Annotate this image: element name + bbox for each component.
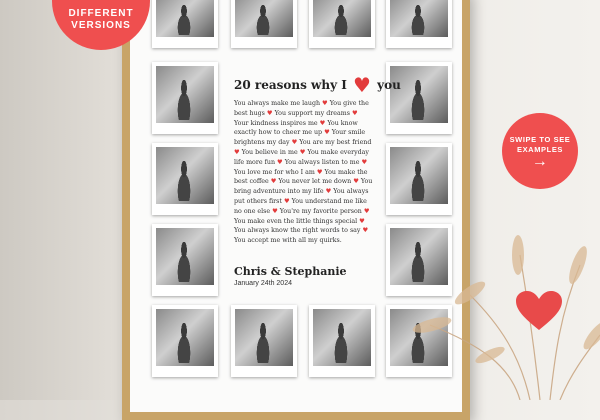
- photo: [156, 0, 214, 37]
- photo: [156, 66, 214, 123]
- reason-text: You're my favorite person: [279, 207, 362, 215]
- reason-text: You bring adventure into my life: [234, 178, 373, 196]
- photo: [235, 0, 293, 37]
- heart-icon: ♥: [270, 207, 280, 215]
- swipe-badge[interactable]: [502, 113, 578, 189]
- heart-icon: ♥: [281, 197, 292, 205]
- reason-text: You always make me laugh: [234, 100, 321, 107]
- reason-text: You never let me down: [278, 178, 352, 186]
- heart-icon: ♥: [361, 207, 370, 215]
- heart-decoration-icon: [514, 290, 564, 332]
- heart-icon: ♥: [359, 158, 368, 166]
- polaroid-photo: [152, 143, 218, 215]
- photo: [313, 0, 371, 37]
- reason-text: You make everyday life more fun: [234, 148, 369, 166]
- heart-icon: ♥: [268, 178, 279, 186]
- heart-icon: ♥: [317, 119, 328, 127]
- wall-background: [0, 0, 130, 400]
- heart-icon: ♥: [297, 148, 308, 156]
- versions-badge-line1: DIFFERENT: [68, 8, 134, 19]
- reason-text: You give the best hugs: [234, 100, 369, 117]
- polaroid-photo: [386, 0, 452, 48]
- heart-icon: ♥: [264, 109, 275, 117]
- heart-icon: ♥: [322, 129, 332, 137]
- polaroid-photo: [152, 224, 218, 296]
- card-title-start: 20 reasons why I: [234, 78, 347, 92]
- reason-text: You make even the little things special: [234, 217, 358, 225]
- swipe-badge-line1: SWIPE TO SEE: [509, 135, 571, 144]
- polaroid-photo: [386, 305, 452, 377]
- card-title-end: you: [377, 78, 401, 92]
- couple-names: Chris & Stephanie: [234, 265, 347, 278]
- reason-text: You always put others first: [234, 188, 369, 205]
- arrow-right-icon: →: [531, 153, 549, 170]
- reason-text: You support my dreams: [274, 109, 350, 117]
- photo: [390, 228, 448, 285]
- reason-text: You believe in me: [241, 148, 298, 156]
- polaroid-photo: [386, 224, 452, 296]
- reason-text: You know exactly how to cheer me up: [234, 119, 358, 137]
- reason-text: You accept me with all my quirks.: [234, 237, 342, 245]
- photo: [313, 309, 371, 366]
- photo: [390, 309, 448, 366]
- heart-icon: ♥: [289, 139, 300, 147]
- heart-icon: ♥: [275, 158, 285, 166]
- card-date: January 24th 2024: [234, 280, 292, 287]
- polaroid-photo: [152, 0, 218, 48]
- polaroid-photo: [152, 62, 218, 134]
- reasons-list: [234, 99, 374, 246]
- polaroid-photo: [309, 305, 375, 377]
- heart-icon: ♥: [357, 217, 365, 225]
- reason-text: You are my best friend: [299, 139, 372, 147]
- heart-icon: ♥: [360, 227, 369, 235]
- reason-text: You love me for who I am: [234, 168, 315, 176]
- photo: [390, 147, 448, 204]
- photo: [156, 228, 214, 285]
- photo: [156, 147, 214, 204]
- heart-icon: ♥: [351, 178, 361, 186]
- reason-text: You understand me like no one else: [234, 197, 367, 215]
- versions-badge-line2: VERSIONS: [71, 20, 131, 31]
- heart-icon: ♥: [320, 100, 330, 107]
- swipe-badge-line2: EXAMPLES: [516, 145, 564, 154]
- reason-text: Your smile brightens my day: [234, 129, 366, 147]
- polaroid-photo: [231, 305, 297, 377]
- polaroid-photo: [231, 0, 297, 48]
- photo: [156, 309, 214, 366]
- photo: [235, 309, 293, 366]
- reason-text: You always know the right words to say: [234, 227, 361, 235]
- polaroid-photo: [386, 143, 452, 215]
- heart-icon: ♥: [353, 73, 371, 97]
- polaroid-photo: [152, 305, 218, 377]
- heart-icon: ♥: [314, 168, 325, 176]
- heart-icon: ♥: [349, 109, 358, 117]
- heart-icon: ♥: [323, 188, 334, 196]
- polaroid-photo: [309, 0, 375, 48]
- reason-text: You always listen to me: [284, 158, 360, 166]
- heart-icon: ♥: [234, 148, 242, 156]
- reason-text: You make the best coffee: [234, 168, 368, 186]
- card-title: [234, 73, 401, 97]
- photo: [390, 0, 448, 37]
- reason-text: Your kindness inspires me: [234, 119, 318, 127]
